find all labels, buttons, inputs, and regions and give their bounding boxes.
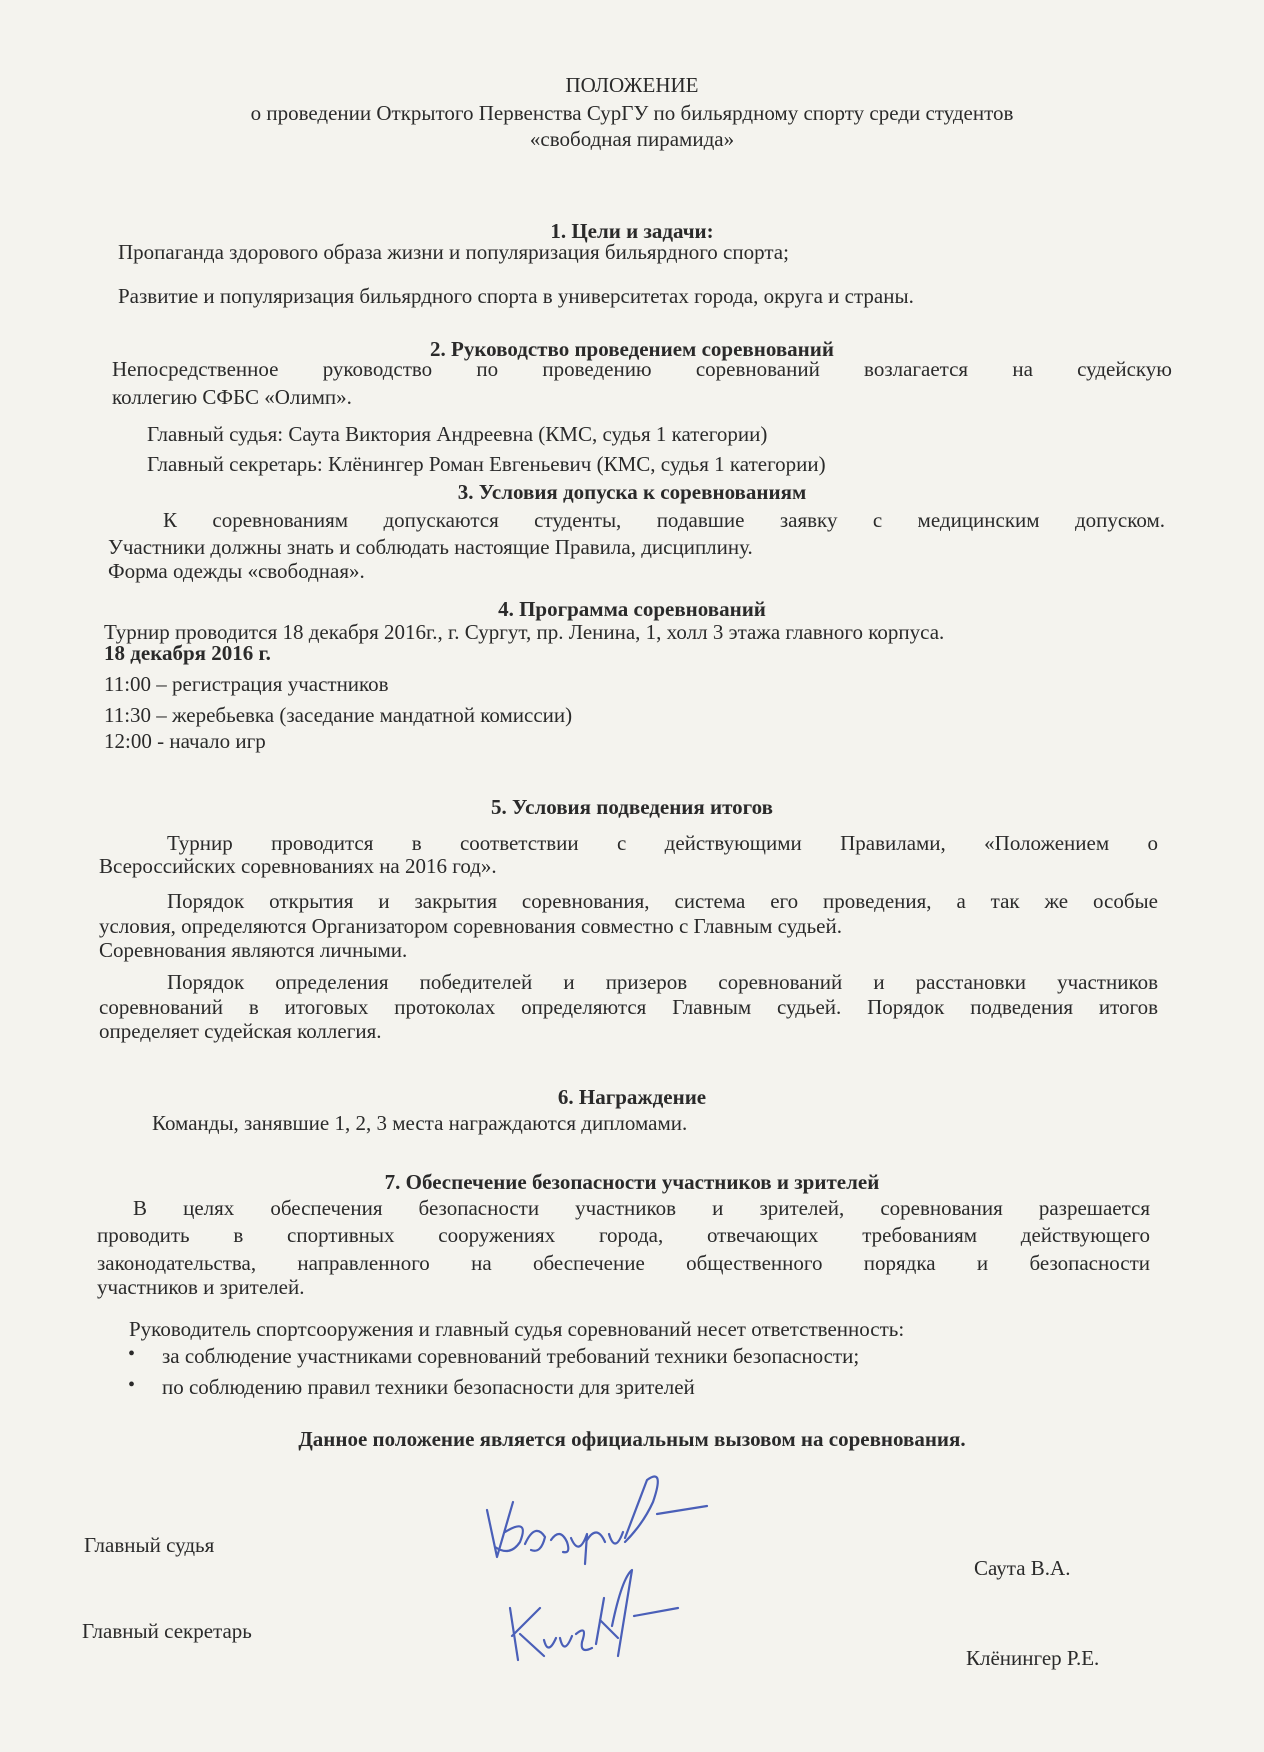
judge-name: Саута В.А. <box>974 1556 1071 1580</box>
section-2-line: Главный секретарь: Клёнингер Роман Евгеньевич (КМС, судья 1 категории) <box>147 452 826 476</box>
section-3-line: Форма одежды «свободная». <box>108 559 365 583</box>
doc-title: ПОЛОЖЕНИЕ <box>565 73 699 97</box>
section-6-heading: 6. Награждение <box>557 1085 707 1109</box>
bullet-icon: • <box>128 1374 136 1396</box>
section-5-line: Соревнования являются личными. <box>99 938 408 962</box>
section-7-heading: 7. Обеспечение безопасности участников и зрителей <box>384 1170 880 1194</box>
section-5-line: соревнований в итоговых протоколах определяются Главным судьей. Порядок подведения итогов <box>99 995 1158 1019</box>
list-item: за соблюдение участниками соревнований требований техники безопасности; <box>162 1344 860 1368</box>
section-2-heading: 2. Руководство проведением соревнований <box>430 337 834 361</box>
secretary-name: Клёнингер Р.Е. <box>966 1646 1100 1670</box>
section-3-heading: 3. Условия допуска к соревнованиям <box>457 480 807 504</box>
section-4-heading: 4. Программа соревнований <box>498 597 766 621</box>
section-2-line: коллегию СФБС «Олимп». <box>112 385 352 409</box>
program-item: 11:00 – регистрация участников <box>104 672 389 696</box>
program-date: 18 декабря 2016 г. <box>104 641 271 665</box>
section-7-line: В целях обеспечения безопасности участников и зрителей, соревнования разрешается <box>133 1196 1150 1220</box>
section-3-line: Участники должны знать и соблюдать настоящие Правила, дисциплину. <box>108 535 753 559</box>
doc-subtitle: о проведении Открытого Первенства СурГУ по бильярдному спорту среди студентов <box>250 101 1014 125</box>
closing-statement: Данное положение является официальным вызовом на соревнования. <box>298 1427 966 1451</box>
secretary-role: Главный секретарь <box>82 1619 252 1643</box>
section-1-heading: 1. Цели и задачи: <box>550 219 714 243</box>
doc-subtitle-2: «свободная пирамида» <box>529 127 735 151</box>
program-item: 12:00 - начало игр <box>104 729 266 753</box>
judge-role: Главный судья <box>84 1533 215 1557</box>
section-5-line: Всероссийских соревнованиях на 2016 год». <box>99 854 497 878</box>
section-2-line: Непосредственное руководство по проведению соревнований возлагается на судейскую <box>112 357 1172 381</box>
section-7-line: проводить в спортивных сооружениях города, отвечающих требованиям действующего <box>97 1223 1150 1247</box>
section-5-line: определяет судейская коллегия. <box>99 1019 382 1043</box>
section-7-line: участников и зрителей. <box>97 1275 305 1299</box>
section-5-line: условия, определяются Организатором соревнования совместно с Главным судьей. <box>99 914 842 938</box>
section-5-heading: 5. Условия подведения итогов <box>490 795 773 819</box>
bullet-icon: • <box>128 1343 136 1365</box>
list-item: по соблюдению правил техники безопасности для зрителей <box>162 1375 695 1399</box>
section-2-line: Главный судья: Саута Виктория Андреевна (КМС, судья 1 категории) <box>147 422 768 446</box>
section-7-line: Руководитель спортсооружения и главный судья соревнований несет ответственность: <box>129 1317 905 1341</box>
section-5-line: Порядок определения победителей и призеров соревнований и расстановки участников <box>167 970 1158 994</box>
secretary-signature-icon <box>500 1568 700 1668</box>
section-1-line: Развитие и популяризация бильярдного спорта в университетах города, округа и страны. <box>118 284 914 308</box>
section-1-line: Пропаганда здорового образа жизни и популяризация бильярдного спорта; <box>118 240 789 264</box>
section-4-line: Турнир проводится 18 декабря 2016г., г. Сургут, пр. Ленина, 1, холл 3 этажа главного корпуса. <box>104 620 945 644</box>
section-5-line: Порядок открытия и закрытия соревнования, система его проведения, а так же особые <box>167 889 1158 913</box>
section-5-line: Турнир проводится в соответствии с действующими Правилами, «Положением о <box>167 831 1158 855</box>
judge-signature-icon <box>475 1462 725 1572</box>
section-3-line: К соревнованиям допускаются студенты, подавшие заявку с медицинским допуском. <box>163 508 1165 532</box>
section-6-line: Команды, занявшие 1, 2, 3 места награждаются дипломами. <box>152 1111 688 1135</box>
program-item: 11:30 – жеребьевка (заседание мандатной комиссии) <box>104 703 573 727</box>
section-7-line: законодательства, направленного на обеспечение общественного порядка и безопасности <box>97 1251 1150 1275</box>
